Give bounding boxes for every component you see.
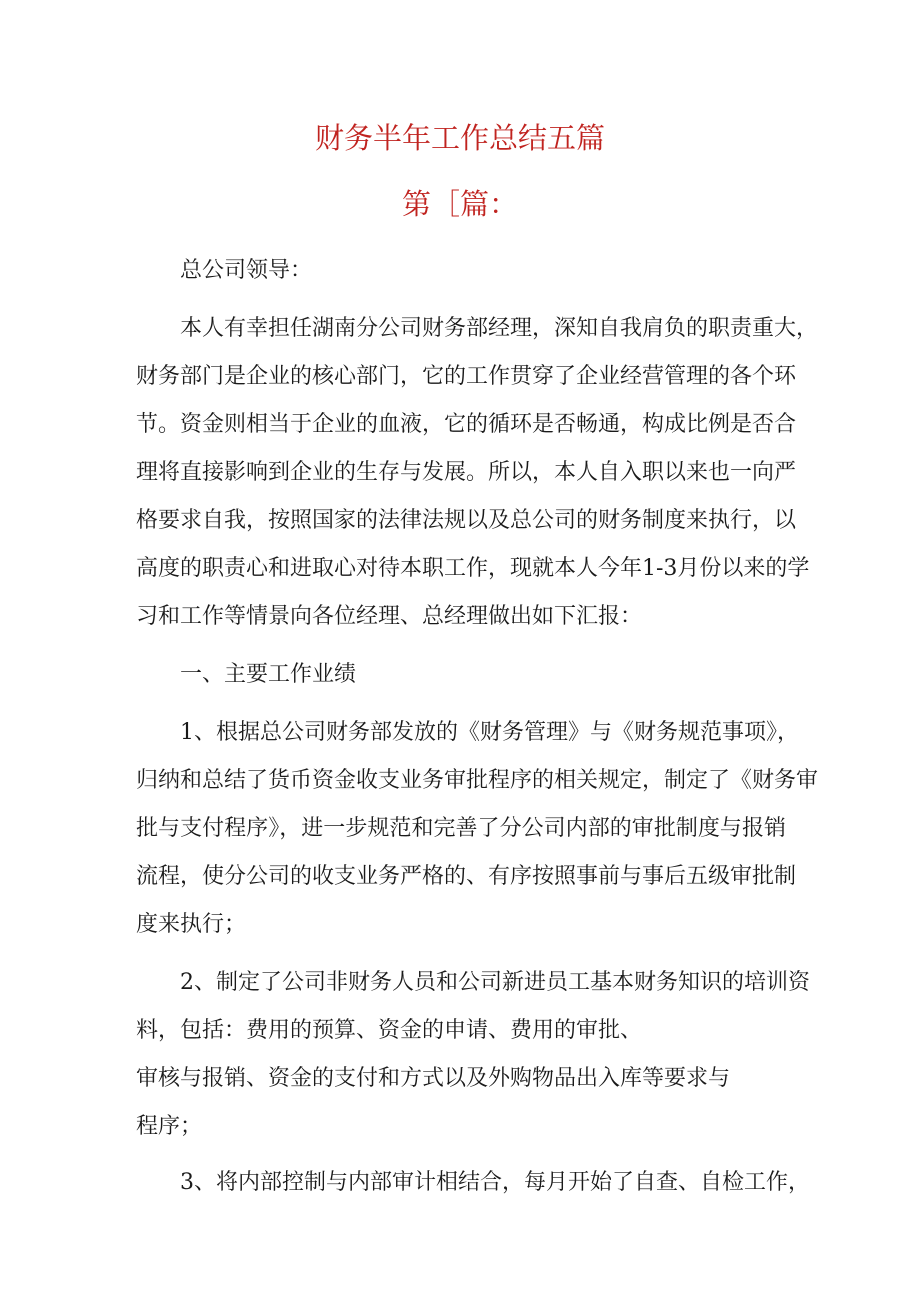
salutation: 总公司领导： bbox=[180, 258, 313, 283]
paragraph-1-line-5: 格要求自我，按照国家的法律法规以及总公司的财务制度来执行，以 bbox=[136, 508, 797, 533]
paragraph-1-line-7: 习和工作等情景向各位经理、总经理做出如下汇报： bbox=[136, 604, 643, 629]
paragraph-1-line-4: 理将直接影响到企业的生存与发展。所以，本人自入职以来也一向严 bbox=[136, 460, 797, 485]
document-title: 财务半年工作总结五篇 bbox=[314, 121, 605, 155]
item-2-line-2: 料，包括：费用的预算、资金的申请、费用的审批、 bbox=[136, 1018, 643, 1043]
item-1-line-3: 批与支付程序》，进一步规范和完善了分公司内部的审批制度与报销 bbox=[136, 816, 786, 841]
paragraph-1-line-3: 节。资金则相当于企业的血液，它的循环是否畅通，构成比例是否合 bbox=[136, 412, 797, 437]
section-heading: 第［篇： bbox=[401, 187, 518, 221]
item-1-line-1: 1、根据总公司财务部发放的《财务管理》与《财务规范事项》， bbox=[180, 720, 799, 745]
paragraph-1-line-6: 高度的职责心和进取心对待本职工作，现就本人今年1-3月份以来的学 bbox=[136, 556, 810, 581]
heading-main-achievements: 一、主要工作业绩 bbox=[180, 662, 357, 687]
item-2-line-1: 2、制定了公司非财务人员和公司新进员工基本财务知识的培训资 bbox=[180, 970, 810, 995]
paragraph-1-line-2: 财务部门是企业的核心部门，它的工作贯穿了企业经营管理的各个环 bbox=[136, 364, 797, 389]
item-1-line-2: 归纳和总结了货币资金收支业务审批程序的相关规定，制定了《财务审 bbox=[136, 768, 819, 793]
item-1-line-4: 流程，使分公司的收支业务严格的、有序按照事前与事后五级审批制 bbox=[136, 864, 797, 889]
paragraph-1-line-1: 本人有幸担任湖南分公司财务部经理，深知自我肩负的职责重大， bbox=[180, 316, 819, 341]
item-2-line-3: 审核与报销、资金的支付和方式以及外购物品出入库等要求与 bbox=[136, 1066, 731, 1091]
item-2-line-4: 程序； bbox=[136, 1114, 203, 1139]
item-1-line-5: 度来执行； bbox=[136, 912, 247, 937]
item-3-line-1: 3、将内部控制与内部审计相结合，每月开始了自查、自检工作， bbox=[180, 1170, 810, 1195]
